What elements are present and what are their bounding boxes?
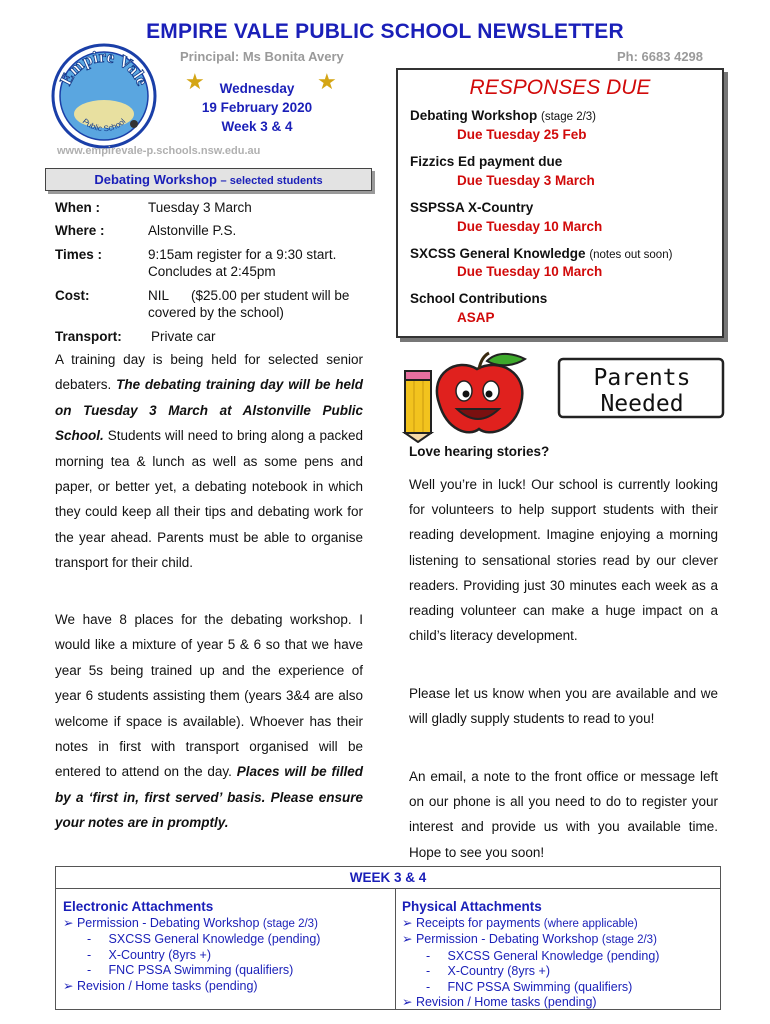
debating-banner (45, 168, 372, 191)
svg-text:Public School: Public School (80, 116, 128, 134)
detail-label-times: Times : (55, 247, 103, 262)
phone-number: Ph: 6683 4298 (617, 49, 704, 64)
debating-emphasis-2: Places will be filled by a ‘first in, first served’ basis. Please ensure your notes are in promptly. (55, 764, 363, 831)
parents-paragraph-2: Please let us know when you are available and we will gladly supply students to read to you! (409, 686, 718, 727)
attachment-item: ➢ Permission - Debating Workshop (stage 2/3) (63, 915, 318, 930)
apple-icon (437, 353, 525, 432)
attachments-title: WEEK 3 & 4 (56, 867, 720, 889)
issue-date-full: 19 February 2020 (201, 100, 313, 115)
detail-label-cost: Cost: (55, 288, 90, 303)
attachment-item: - FNC PSSA Swimming (qualifiers) (87, 963, 294, 977)
detail-value-where: Alstonville P.S. (148, 223, 237, 238)
debating-emphasis: The debating training day will be held on Tuesday 3 March at Alstonville Public School. (55, 377, 363, 444)
response-item: School Contributions (410, 291, 548, 306)
attachment-item: ➢ Receipts for payments (where applicable) (402, 915, 638, 930)
response-item: SSPSSA X-Country (410, 200, 534, 215)
star-icon: ★ (317, 69, 337, 94)
school-logo (50, 42, 158, 150)
column-divider (395, 889, 396, 1010)
parents-banner-line1: Parents (593, 365, 691, 391)
issue-week: Week 3 & 4 (221, 119, 293, 134)
detail-label-when: When : (55, 200, 100, 215)
newsletter-title: EMPIRE VALE PUBLIC SCHOOL NEWSLETTER (146, 20, 624, 43)
electronic-attachments (63, 899, 320, 994)
physical-attachments (402, 899, 659, 1011)
issue-day: Wednesday (219, 81, 295, 96)
attachment-item: - FNC PSSA Swimming (qualifiers) (426, 979, 633, 994)
attachment-item: ➢ Revision / Home tasks (pending) (63, 978, 258, 993)
parents-needed-banner (399, 351, 727, 443)
parents-paragraph-3: An email, a note to the front office or message left on our phone is all you need to do to register your interest and provide us with you available time. Hope to see you soon! (409, 769, 718, 860)
detail-value-cost: NIL ($25.00 per student will be covered by the school) (148, 288, 354, 320)
detail-value-when: Tuesday 3 March (148, 200, 252, 215)
responses-due-title: RESPONSES DUE (469, 76, 651, 99)
response-due-date: Due Tuesday 3 March (457, 173, 595, 188)
attachments-box (55, 866, 721, 1010)
parents-paragraph-1: Well you’re in luck! Our school is currently looking for volunteers to help support students with their reading development. Imagine enjoying a morning listening to sensational stories read by our clever readers. Providing just 30 minutes each week as a reading volunteer can make a huge impact on a child’s literacy development. (409, 477, 718, 644)
detail-label-where: Where : (55, 223, 105, 238)
parents-banner-line2: Needed (600, 391, 684, 417)
attachment-item: ➢ Revision / Home tasks (pending) (402, 995, 597, 1009)
debating-paragraph-1: A training day is being held for selected senior debaters. The debating training day will be held on Tuesday 3 March at Alstonville Public School. Students will need to bring along a packed morning tea & lunch as well as some pens and paper, or better yet, a debating notebook in which they could keep all their tips and debating work for the year ahead. Parents must be able to organise transport for their child. (55, 352, 363, 571)
parents-heading: Love hearing stories? (409, 444, 550, 459)
response-due-date: Due Tuesday 10 March (457, 264, 603, 279)
attachment-item: - SXCSS General Knowledge (pending) (87, 932, 321, 946)
attachment-item: - X-Country (8yrs +) (426, 964, 550, 978)
detail-value-times: 9:15am register for a 9:30 start. Concludes at 2:45pm (148, 247, 337, 279)
electronic-heading: Electronic Attachments (63, 899, 214, 914)
response-due-date: Due Tuesday 10 March (457, 219, 603, 234)
attachment-item: ➢ Permission - Debating Workshop (stage 2/3) (402, 932, 657, 946)
response-item: Fizzics Ed payment due (410, 154, 563, 169)
physical-heading: Physical Attachments (402, 899, 542, 914)
debating-banner-title: Debating Workshop (94, 172, 217, 187)
detail-value-transport: Private car (151, 329, 216, 344)
response-due-date: ASAP (457, 310, 495, 325)
svg-text:Empire Vale: Empire Vale (56, 46, 153, 89)
star-icon: ★ (185, 69, 205, 94)
pencil-icon (405, 371, 431, 442)
school-website[interactable]: www.empirevale-p.schools.nsw.edu.au (57, 145, 261, 157)
debating-paragraph-2: We have 8 places for the debating workshop. I would like a mixture of year 5 & 6 so that we have year 5s being trained up and the experience of year 6 students assisting them (years 3&4 are also welcome if space is available). Whoever has their notes in first with transport organised will be entered to attend on the day. Places will be filled by a ‘first in, first served’ basis. Please ensure your notes are in promptly. (55, 612, 363, 831)
principal-name: Principal: Ms Bonita Avery (180, 49, 344, 64)
response-item: Debating Workshop (stage 2/3) (410, 108, 597, 123)
response-due-date: Due Tuesday 25 Feb (457, 127, 587, 142)
response-item: SXCSS General Knowledge (notes out soon) (410, 246, 673, 261)
issue-date (186, 79, 328, 136)
responses-due-box (396, 68, 724, 338)
debating-banner-subtitle: – selected students (220, 175, 323, 187)
detail-label-transport: Transport: (55, 329, 122, 344)
attachment-item: - SXCSS General Knowledge (pending) (426, 948, 660, 963)
attachment-item: - X-Country (8yrs +) (87, 947, 211, 962)
